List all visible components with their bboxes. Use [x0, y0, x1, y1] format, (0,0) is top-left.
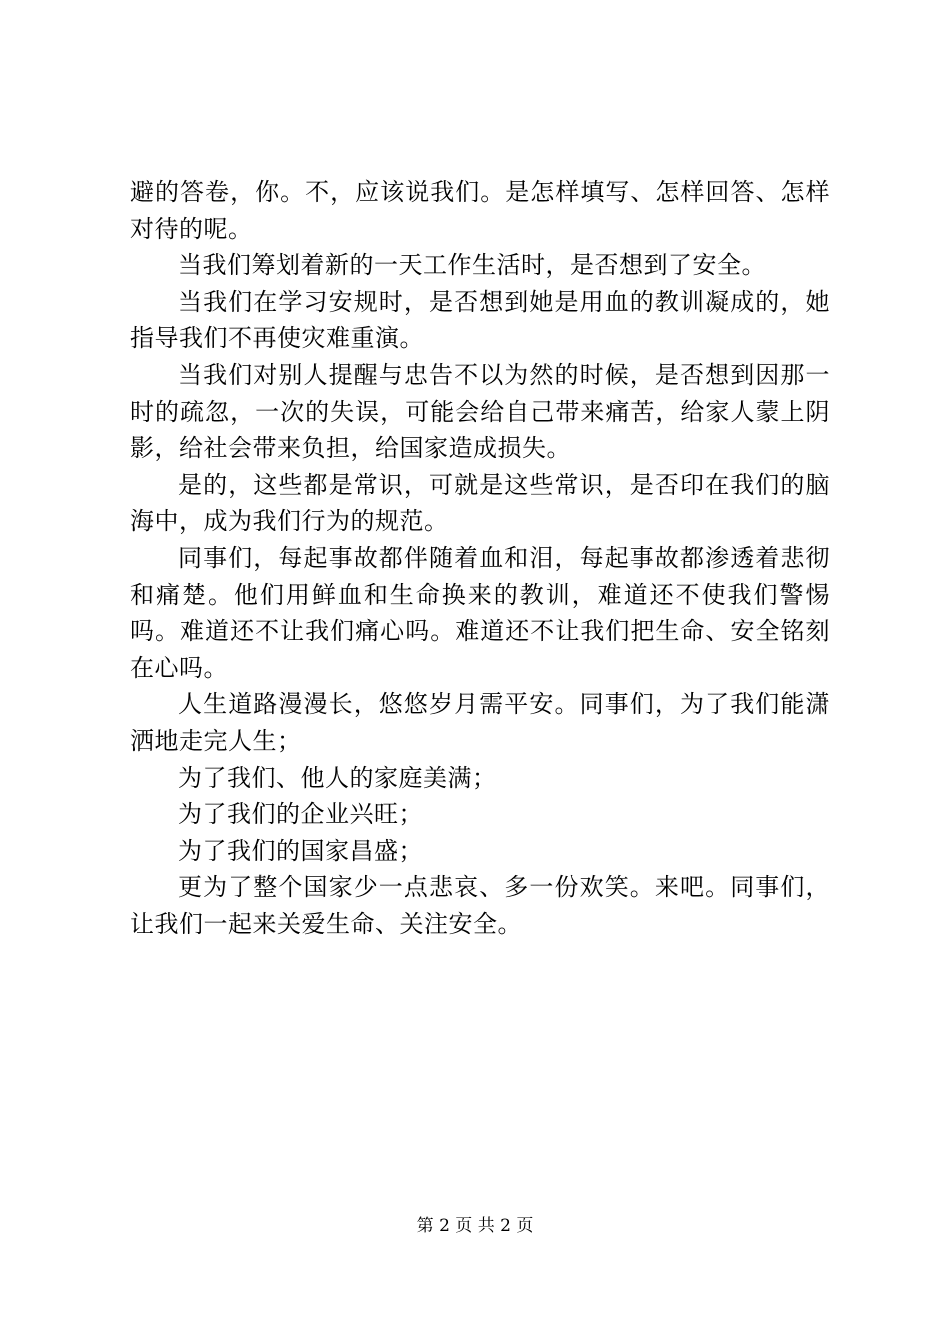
paragraph: 更为了整个国家少一点悲哀、多一份欢笑。来吧。同事们，让我们一起来关爱生命、关注安全。	[130, 873, 830, 938]
paragraph: 是的，这些都是常识，可就是这些常识，是否印在我们的脑海中，成为我们行为的规范。	[130, 470, 830, 536]
document-body	[130, 174, 830, 942]
paragraph: 为了我们、他人的家庭美满；	[178, 763, 497, 792]
paragraph-continued: 避的答卷，你。不，应该说我们。是怎样填写、怎样回答、怎样对待的呢。	[130, 178, 830, 243]
paragraph: 同事们，每起事故都伴随着血和泪，每起事故都渗透着悲彻和痛楚。他们用鲜血和生命换来的教训，难道还不使我们警惕吗。难道还不让我们痛心吗。难道还不让我们把生命、安全铭刻在心吗。	[130, 543, 830, 682]
paragraph: 当我们在学习安规时，是否想到她是用血的教训凝成的，她指导我们不再使灾难重演。	[130, 287, 830, 353]
page-footer	[0, 1214, 950, 1238]
paragraph: 为了我们的国家昌盛；	[178, 836, 423, 865]
paragraph: 当我们对别人提醒与忠告不以为然的时候，是否想到因那一时的疏忽，一次的失误，可能会给自己带来痛苦，给家人蒙上阴影，给社会带来负担，给国家造成损失。	[130, 360, 830, 463]
paragraph: 当我们筹划着新的一天工作生活时，是否想到了安全。	[178, 251, 766, 280]
paragraph: 为了我们的企业兴旺；	[178, 800, 423, 829]
paragraph: 人生道路漫漫长，悠悠岁月需平安。同事们，为了我们能潇洒地走完人生；	[130, 690, 830, 755]
page-number-label: 第 2 页 共 2 页	[416, 1216, 534, 1236]
